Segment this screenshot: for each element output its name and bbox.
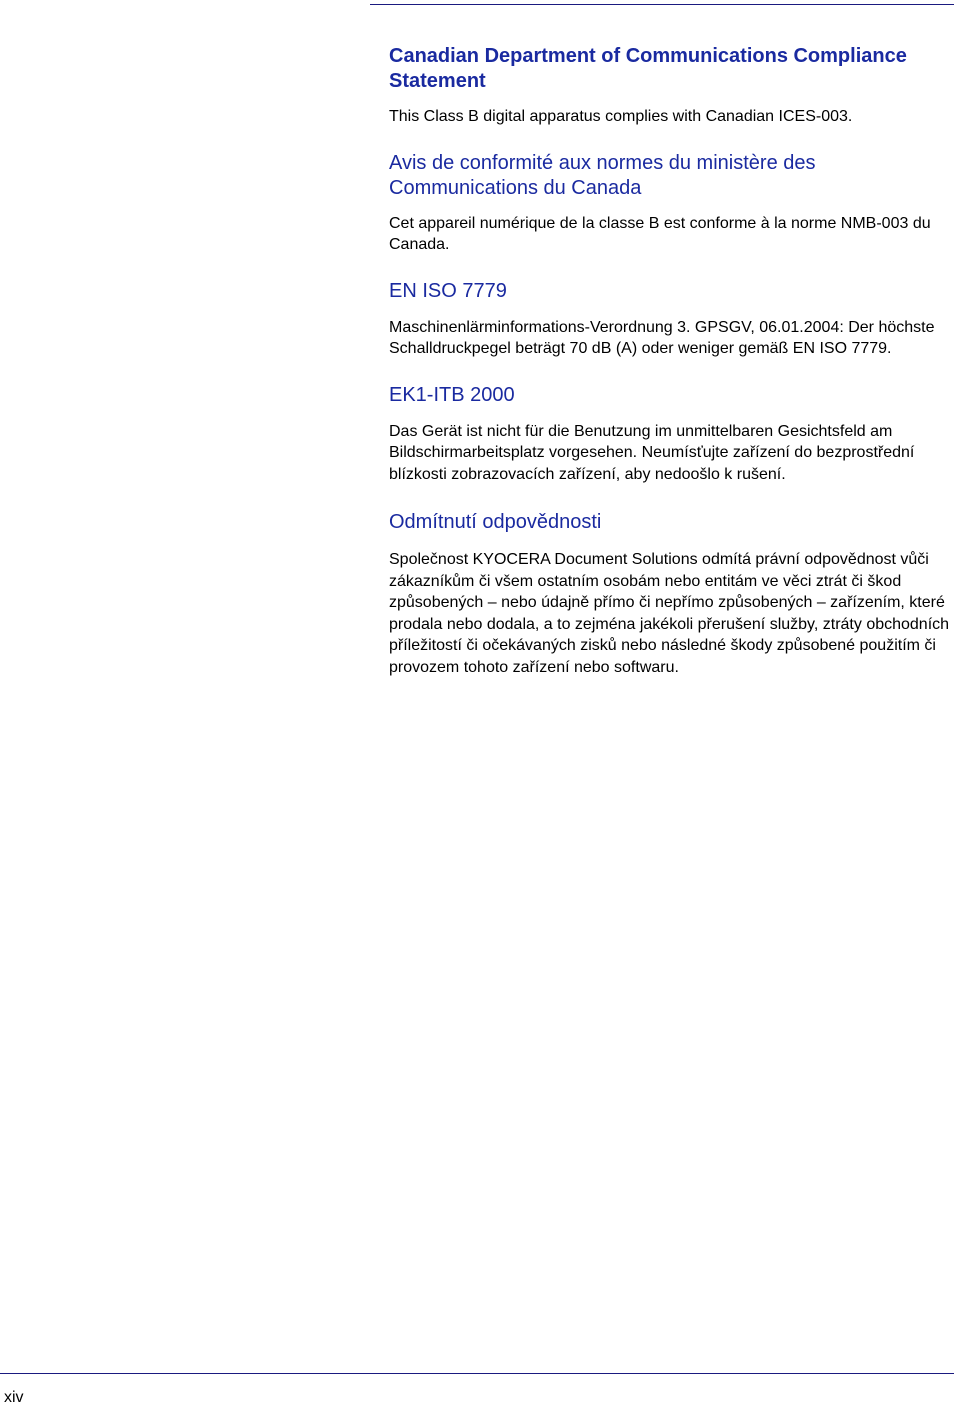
section-title: EN ISO 7779 [389,279,507,302]
section-title: Canadian Department of Communications Compliance Statement [389,45,907,92]
section-title: Odmítnutí odpovědnosti [389,511,602,533]
section-canadian-compliance [389,44,955,128]
section-odmitnuti-odpovednosti [389,510,955,678]
section-ek1-itb-2000 [389,383,955,486]
section-title: Avis de conformité aux normes du ministère des Communications du Canada [389,151,816,199]
header-rule [370,4,954,5]
section-body: This Class B digital apparatus complies with Canadian ICES-003. [389,108,853,125]
page-number: xiv [4,1389,24,1406]
section-body: Das Gerät ist nicht für die Benutzung im unmittelbaren Gesichtsfeld am Bildschirmarbeitsplatz vorgesehen. Neumísťujte zařízení do bezprostřední blízkosti zobrazovacích zařízení, aby nedoošlo k rušení. [389,422,915,483]
document-body [389,44,955,678]
section-title: EK1-ITB 2000 [389,383,515,406]
section-body: Společnost KYOCERA Document Solutions odmítá právní odpovědnost vůči zákazníkům či všem ostatním osobám nebo entitám ve věci ztrát či škod způsobených – nebo údajně přímo či nepřímo způsobených – zařízením, které prodala nebo dodala, a to zejména jakékoli přerušení služby, ztráty obchodních příležitostí či očekávaných zisků nebo následné škody způsobené použitím či provozem tohoto zařízení nebo softwaru. [389,551,950,676]
footer-rule [0,1373,954,1374]
section-body: Cet appareil numérique de la classe B est conforme à la norme NMB-003 du Canada. [389,214,931,253]
section-body: Maschinenlärminformations-Verordnung 3. GPSGV, 06.01.2004: Der höchste Schalldruckpegel beträgt 70 dB (A) oder weniger gemäß EN ISO 7779. [389,318,935,357]
section-avis-conformite [389,151,955,256]
section-en-iso-7779 [389,279,955,360]
